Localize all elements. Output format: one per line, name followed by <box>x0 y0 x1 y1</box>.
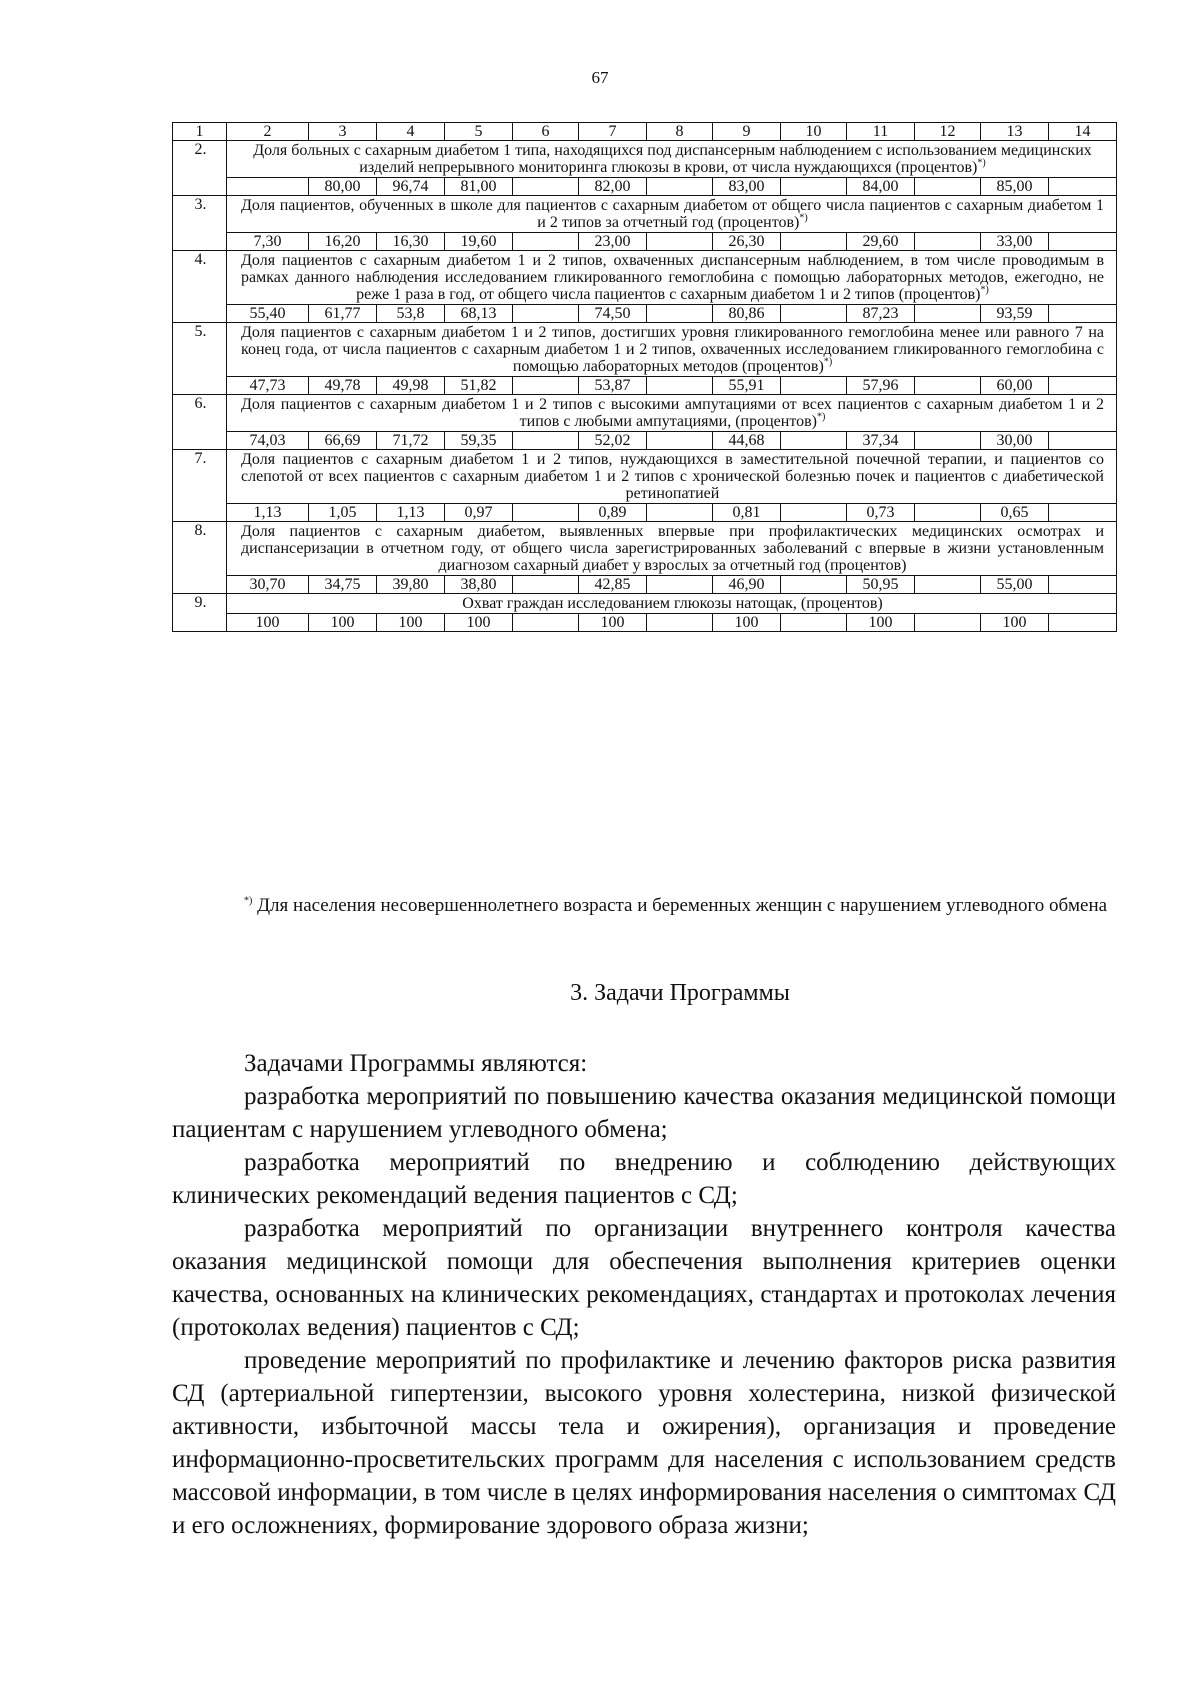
value-cell <box>513 504 579 522</box>
value-cell: 74,03 <box>227 432 309 450</box>
value-cell: 53,8 <box>377 305 445 323</box>
value-cell: 51,82 <box>445 377 513 395</box>
value-cell: 100 <box>445 614 513 632</box>
value-cell: 16,30 <box>377 233 445 251</box>
indicator-description <box>227 323 1117 377</box>
value-cell: 38,80 <box>445 576 513 594</box>
value-cell <box>513 576 579 594</box>
indicator-number: 7. <box>173 450 227 522</box>
value-cell: 83,00 <box>713 178 781 196</box>
value-cell: 49,98 <box>377 377 445 395</box>
value-cell <box>1049 576 1117 594</box>
indicator-number: 8. <box>173 522 227 594</box>
value-cell <box>1049 178 1117 196</box>
value-cell: 100 <box>981 614 1049 632</box>
indicator-description-text: Доля пациентов с сахарным диабетом 1 и 2 типов, нуждающихся в заместительной почечной терапии, и пациентов со слепотой от всех пациентов с сахарным диабетом 1 и 2 типов с хронической болезнью почек и пациентов с диабетической ретинопатией <box>241 451 1104 502</box>
value-cell <box>781 377 847 395</box>
value-cell: 55,00 <box>981 576 1049 594</box>
footnote-mark: *) <box>823 356 833 368</box>
indicator-values-row <box>173 178 1117 196</box>
value-cell: 42,85 <box>579 576 647 594</box>
value-cell <box>513 377 579 395</box>
header-cell: 5 <box>445 123 513 141</box>
indicator-row <box>173 522 1117 576</box>
value-cell: 1,05 <box>309 504 377 522</box>
value-cell <box>647 576 713 594</box>
value-cell: 49,78 <box>309 377 377 395</box>
value-cell <box>915 576 981 594</box>
header-cell: 1 <box>173 123 227 141</box>
header-cell: 4 <box>377 123 445 141</box>
value-cell <box>1049 614 1117 632</box>
footnote-mark: *) <box>977 157 986 169</box>
value-cell <box>781 432 847 450</box>
value-cell: 100 <box>309 614 377 632</box>
value-cell <box>781 504 847 522</box>
header-cell: 12 <box>915 123 981 141</box>
indicator-description-text: Доля пациентов с сахарным диабетом, выявленных впервые при профилактических медицинских осмотрах и диспансеризации в отчетном году, от общего числа зарегистрированных заболеваний с впервые в жизни установленным диагнозом сахарный диабет у взрослых за отчетный год (процентов) <box>241 523 1104 574</box>
indicator-values-row <box>173 614 1117 632</box>
value-cell: 44,68 <box>713 432 781 450</box>
footnote <box>172 893 1116 919</box>
value-cell <box>1049 432 1117 450</box>
indicator-description <box>227 251 1117 305</box>
value-cell <box>781 305 847 323</box>
indicator-description <box>227 522 1117 576</box>
indicator-description <box>227 395 1117 432</box>
value-cell: 26,30 <box>713 233 781 251</box>
indicators-table <box>172 122 1117 632</box>
value-cell: 80,00 <box>309 178 377 196</box>
value-cell: 81,00 <box>445 178 513 196</box>
value-cell: 37,34 <box>847 432 915 450</box>
value-cell <box>781 576 847 594</box>
value-cell: 1,13 <box>227 504 309 522</box>
value-cell: 66,69 <box>309 432 377 450</box>
indicator-description-text: Доля пациентов с сахарным диабетом 1 и 2 типов с высокими ампутациями от всех пациентов с сахарным диабетом 1 и 2 типов с любыми ампутациями, (процентов) <box>241 396 1104 430</box>
indicator-row <box>173 395 1117 432</box>
value-cell: 7,30 <box>227 233 309 251</box>
indicator-values-row <box>173 576 1117 594</box>
value-cell <box>781 614 847 632</box>
footnote-mark: *) <box>816 411 826 423</box>
value-cell: 0,65 <box>981 504 1049 522</box>
header-cell: 3 <box>309 123 377 141</box>
indicator-values-row <box>173 305 1117 323</box>
value-cell: 100 <box>713 614 781 632</box>
header-row <box>173 123 1117 141</box>
value-cell: 93,59 <box>981 305 1049 323</box>
value-cell: 30,00 <box>981 432 1049 450</box>
indicator-description <box>227 196 1117 233</box>
section-body <box>172 1047 1116 1542</box>
value-cell <box>647 432 713 450</box>
value-cell <box>915 305 981 323</box>
value-cell: 100 <box>847 614 915 632</box>
indicator-description-text: Доля больных с сахарным диабетом 1 типа, находящихся под диспансерным наблюдением с использованием медицинских изделий непрерывного мониторинга глюкозы в крови, от числа нуждающихся (процентов) <box>253 142 1092 176</box>
value-cell: 61,77 <box>309 305 377 323</box>
indicator-values-row <box>173 377 1117 395</box>
value-cell <box>647 504 713 522</box>
value-cell <box>915 504 981 522</box>
value-cell <box>513 432 579 450</box>
value-cell <box>647 178 713 196</box>
footnote-mark: *) <box>799 212 808 224</box>
value-cell <box>1049 377 1117 395</box>
paragraph: разработка мероприятий по повышению качества оказания медицинской помощи пациентам с нарушением углеводного обмена; <box>172 1083 1116 1143</box>
indicator-number: 4. <box>173 251 227 323</box>
value-cell <box>915 432 981 450</box>
header-cell: 13 <box>981 123 1049 141</box>
value-cell: 100 <box>579 614 647 632</box>
indicator-row <box>173 141 1117 178</box>
header-cell: 10 <box>781 123 847 141</box>
value-cell <box>1049 504 1117 522</box>
indicator-number: 2. <box>173 141 227 196</box>
table-body <box>173 123 1117 632</box>
page-number: 67 <box>591 68 609 87</box>
header-cell: 2 <box>227 123 309 141</box>
value-cell: 68,13 <box>445 305 513 323</box>
value-cell: 23,00 <box>579 233 647 251</box>
value-cell <box>781 233 847 251</box>
value-cell: 74,50 <box>579 305 647 323</box>
value-cell: 0,97 <box>445 504 513 522</box>
indicator-row <box>173 196 1117 233</box>
value-cell: 46,90 <box>713 576 781 594</box>
section-title: 3. Задачи Программы <box>570 980 790 1006</box>
header-cell: 14 <box>1049 123 1117 141</box>
value-cell: 53,87 <box>579 377 647 395</box>
header-cell: 6 <box>513 123 579 141</box>
paragraph: разработка мероприятий по внедрению и соблюдению действующих клинических рекомендаций ведения пациентов с СД; <box>172 1149 1116 1209</box>
value-cell <box>915 614 981 632</box>
value-cell <box>647 233 713 251</box>
indicator-number: 5. <box>173 323 227 395</box>
value-cell: 50,95 <box>847 576 915 594</box>
value-cell <box>227 178 309 196</box>
footnote-text: Для населения несовершеннолетнего возраста и беременных женщин с нарушением углеводного обмена <box>257 895 1108 916</box>
indicator-description <box>227 594 1117 614</box>
value-cell: 1,13 <box>377 504 445 522</box>
indicator-number: 6. <box>173 395 227 450</box>
indicator-values-row <box>173 233 1117 251</box>
indicator-row <box>173 450 1117 504</box>
indicator-description-text: Доля пациентов с сахарным диабетом 1 и 2 типов, охваченных диспансерным наблюдением, в том числе проводимым в рамках данного наблюдения исследованием гликированного гемоглобина с помощью лабораторных методов, ежегодно, не реже 1 раза в год, от общего числа пациентов с сахарным диабетом 1 и 2 типов (процентов) <box>241 252 1104 303</box>
value-cell <box>1049 305 1117 323</box>
value-cell: 34,75 <box>309 576 377 594</box>
value-cell <box>781 178 847 196</box>
value-cell: 100 <box>377 614 445 632</box>
header-cell: 7 <box>579 123 647 141</box>
value-cell: 87,23 <box>847 305 915 323</box>
indicator-row <box>173 251 1117 305</box>
value-cell <box>513 233 579 251</box>
footnote-mark: *) <box>980 284 989 296</box>
value-cell <box>915 178 981 196</box>
value-cell <box>513 178 579 196</box>
value-cell <box>915 233 981 251</box>
value-cell: 84,00 <box>847 178 915 196</box>
value-cell: 80,86 <box>713 305 781 323</box>
value-cell <box>647 305 713 323</box>
value-cell: 82,00 <box>579 178 647 196</box>
value-cell: 30,70 <box>227 576 309 594</box>
indicator-row <box>173 594 1117 614</box>
value-cell: 39,80 <box>377 576 445 594</box>
value-cell <box>647 377 713 395</box>
value-cell: 33,00 <box>981 233 1049 251</box>
value-cell: 0,89 <box>579 504 647 522</box>
value-cell: 16,20 <box>309 233 377 251</box>
value-cell: 0,81 <box>713 504 781 522</box>
indicator-number: 9. <box>173 594 227 632</box>
value-cell <box>513 614 579 632</box>
value-cell: 60,00 <box>981 377 1049 395</box>
value-cell: 57,96 <box>847 377 915 395</box>
indicator-number: 3. <box>173 196 227 251</box>
footnote-mark: *) <box>244 895 253 907</box>
value-cell: 19,60 <box>445 233 513 251</box>
indicator-description <box>227 141 1117 178</box>
paragraph: Задачами Программы являются: <box>244 1050 588 1077</box>
paragraph: разработка мероприятий по организации внутреннего контроля качества оказания медицинской помощи для обеспечения выполнения критериев оценки качества, основанных на клинических рекомендациях, стандартах и протоколах лечения (протоколах ведения) пациентов с СД; <box>172 1215 1116 1341</box>
value-cell: 47,73 <box>227 377 309 395</box>
value-cell: 0,73 <box>847 504 915 522</box>
value-cell: 55,91 <box>713 377 781 395</box>
indicator-values-row <box>173 504 1117 522</box>
header-cell: 8 <box>647 123 713 141</box>
value-cell <box>915 377 981 395</box>
value-cell <box>513 305 579 323</box>
indicator-description-text: Доля пациентов с сахарным диабетом 1 и 2 типов, достигших уровня гликированного гемоглобина менее или равного 7 на конец года, от числа пациентов с сахарным диабетом 1 и 2 типов, охваченных исследованием гликированного гемоглобина с помощью лабораторных методов (процентов) <box>241 324 1104 375</box>
value-cell: 55,40 <box>227 305 309 323</box>
value-cell: 52,02 <box>579 432 647 450</box>
value-cell: 71,72 <box>377 432 445 450</box>
indicator-description-text: Охват граждан исследованием глюкозы натощак, (процентов) <box>462 595 883 612</box>
value-cell <box>1049 233 1117 251</box>
header-cell: 9 <box>713 123 781 141</box>
header-cell: 11 <box>847 123 915 141</box>
value-cell: 96,74 <box>377 178 445 196</box>
paragraph: проведение мероприятий по профилактике и лечению факторов риска развития СД (артериальной гипертензии, высокого уровня холестерина, низкой физической активности, избыточной массы тела и ожирения), организация и проведение информационно-просветительских программ для населения с использованием средств массовой информации, в том числе в целях информирования населения о симптомах СД и его осложнениях, формирование здорового образа жизни; <box>172 1347 1116 1539</box>
indicator-values-row <box>173 432 1117 450</box>
indicator-description <box>227 450 1117 504</box>
indicator-row <box>173 323 1117 377</box>
value-cell: 100 <box>227 614 309 632</box>
value-cell: 59,35 <box>445 432 513 450</box>
value-cell: 85,00 <box>981 178 1049 196</box>
value-cell: 29,60 <box>847 233 915 251</box>
value-cell <box>647 614 713 632</box>
indicator-description-text: Доля пациентов, обученных в школе для пациентов с сахарным диабетом от общего числа пациентов с сахарным диабетом 1 и 2 типов за отчетный год (процентов) <box>241 197 1104 231</box>
